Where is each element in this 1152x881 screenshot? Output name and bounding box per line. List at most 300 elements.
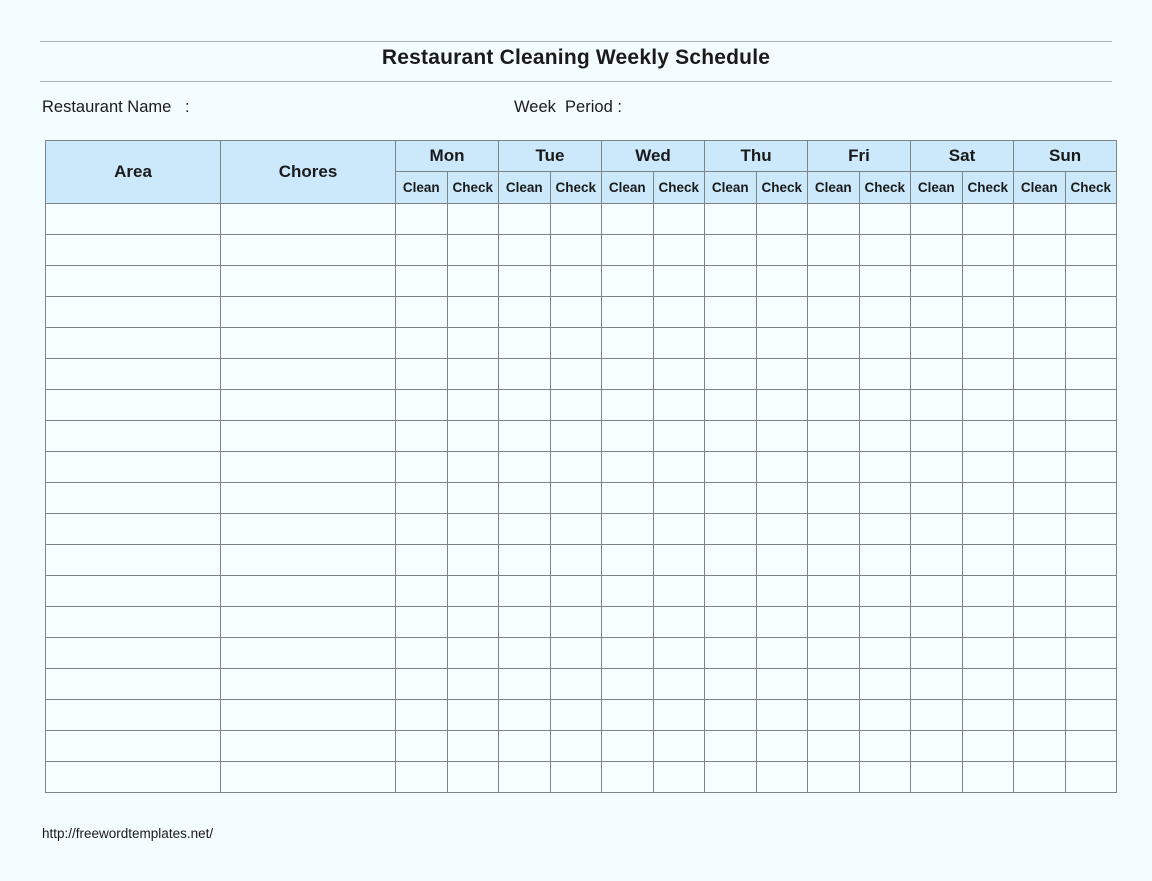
wed-check-cell[interactable]	[653, 297, 705, 328]
fri-clean-cell[interactable]	[808, 514, 860, 545]
tue-check-cell[interactable]	[550, 204, 602, 235]
tue-clean-cell[interactable]	[499, 297, 551, 328]
mon-check-cell[interactable]	[447, 452, 499, 483]
chores-cell[interactable]	[221, 421, 396, 452]
sat-check-cell[interactable]	[962, 483, 1014, 514]
sun-clean-cell[interactable]	[1014, 328, 1066, 359]
tue-clean-cell[interactable]	[499, 452, 551, 483]
thu-check-cell[interactable]	[756, 638, 808, 669]
mon-check-cell[interactable]	[447, 328, 499, 359]
tue-clean-cell[interactable]	[499, 545, 551, 576]
fri-check-cell[interactable]	[859, 328, 911, 359]
thu-check-cell[interactable]	[756, 483, 808, 514]
wed-clean-cell[interactable]	[602, 700, 654, 731]
sat-clean-cell[interactable]	[911, 700, 963, 731]
sat-check-cell[interactable]	[962, 607, 1014, 638]
sat-clean-cell[interactable]	[911, 638, 963, 669]
mon-clean-cell[interactable]	[396, 607, 448, 638]
sat-clean-cell[interactable]	[911, 235, 963, 266]
thu-check-cell[interactable]	[756, 390, 808, 421]
mon-clean-cell[interactable]	[396, 669, 448, 700]
area-cell[interactable]	[46, 297, 221, 328]
sat-clean-cell[interactable]	[911, 762, 963, 793]
thu-check-cell[interactable]	[756, 421, 808, 452]
tue-clean-cell[interactable]	[499, 607, 551, 638]
area-cell[interactable]	[46, 762, 221, 793]
tue-clean-cell[interactable]	[499, 235, 551, 266]
wed-clean-cell[interactable]	[602, 762, 654, 793]
fri-clean-cell[interactable]	[808, 483, 860, 514]
sun-clean-cell[interactable]	[1014, 390, 1066, 421]
tue-clean-cell[interactable]	[499, 669, 551, 700]
tue-check-cell[interactable]	[550, 638, 602, 669]
area-cell[interactable]	[46, 266, 221, 297]
mon-check-cell[interactable]	[447, 359, 499, 390]
mon-clean-cell[interactable]	[396, 390, 448, 421]
area-cell[interactable]	[46, 700, 221, 731]
tue-check-cell[interactable]	[550, 359, 602, 390]
area-cell[interactable]	[46, 359, 221, 390]
thu-clean-cell[interactable]	[705, 235, 757, 266]
sun-check-cell[interactable]	[1065, 576, 1117, 607]
tue-check-cell[interactable]	[550, 266, 602, 297]
mon-check-cell[interactable]	[447, 731, 499, 762]
wed-check-cell[interactable]	[653, 390, 705, 421]
sun-clean-cell[interactable]	[1014, 607, 1066, 638]
sat-clean-cell[interactable]	[911, 266, 963, 297]
sun-clean-cell[interactable]	[1014, 669, 1066, 700]
area-cell[interactable]	[46, 328, 221, 359]
tue-clean-cell[interactable]	[499, 762, 551, 793]
sat-check-cell[interactable]	[962, 731, 1014, 762]
mon-clean-cell[interactable]	[396, 700, 448, 731]
sun-check-cell[interactable]	[1065, 638, 1117, 669]
mon-clean-cell[interactable]	[396, 545, 448, 576]
area-cell[interactable]	[46, 204, 221, 235]
sat-clean-cell[interactable]	[911, 545, 963, 576]
thu-check-cell[interactable]	[756, 731, 808, 762]
fri-clean-cell[interactable]	[808, 607, 860, 638]
mon-check-cell[interactable]	[447, 638, 499, 669]
thu-clean-cell[interactable]	[705, 359, 757, 390]
fri-clean-cell[interactable]	[808, 390, 860, 421]
thu-check-cell[interactable]	[756, 576, 808, 607]
mon-check-cell[interactable]	[447, 576, 499, 607]
fri-clean-cell[interactable]	[808, 204, 860, 235]
thu-check-cell[interactable]	[756, 607, 808, 638]
tue-clean-cell[interactable]	[499, 514, 551, 545]
fri-check-cell[interactable]	[859, 266, 911, 297]
fri-clean-cell[interactable]	[808, 638, 860, 669]
fri-clean-cell[interactable]	[808, 545, 860, 576]
sun-clean-cell[interactable]	[1014, 576, 1066, 607]
wed-check-cell[interactable]	[653, 235, 705, 266]
thu-clean-cell[interactable]	[705, 700, 757, 731]
sat-check-cell[interactable]	[962, 421, 1014, 452]
wed-clean-cell[interactable]	[602, 359, 654, 390]
thu-check-cell[interactable]	[756, 452, 808, 483]
fri-clean-cell[interactable]	[808, 359, 860, 390]
thu-clean-cell[interactable]	[705, 483, 757, 514]
fri-check-cell[interactable]	[859, 669, 911, 700]
wed-clean-cell[interactable]	[602, 235, 654, 266]
wed-check-cell[interactable]	[653, 669, 705, 700]
tue-clean-cell[interactable]	[499, 266, 551, 297]
sun-check-cell[interactable]	[1065, 700, 1117, 731]
thu-check-cell[interactable]	[756, 514, 808, 545]
sun-check-cell[interactable]	[1065, 452, 1117, 483]
mon-clean-cell[interactable]	[396, 328, 448, 359]
sat-clean-cell[interactable]	[911, 297, 963, 328]
tue-clean-cell[interactable]	[499, 390, 551, 421]
chores-cell[interactable]	[221, 669, 396, 700]
area-cell[interactable]	[46, 421, 221, 452]
mon-check-cell[interactable]	[447, 483, 499, 514]
sat-clean-cell[interactable]	[911, 669, 963, 700]
thu-check-cell[interactable]	[756, 762, 808, 793]
tue-clean-cell[interactable]	[499, 731, 551, 762]
fri-clean-cell[interactable]	[808, 266, 860, 297]
wed-check-cell[interactable]	[653, 731, 705, 762]
sun-clean-cell[interactable]	[1014, 452, 1066, 483]
chores-cell[interactable]	[221, 545, 396, 576]
wed-check-cell[interactable]	[653, 545, 705, 576]
tue-check-cell[interactable]	[550, 669, 602, 700]
sun-check-cell[interactable]	[1065, 266, 1117, 297]
tue-check-cell[interactable]	[550, 700, 602, 731]
wed-check-cell[interactable]	[653, 483, 705, 514]
tue-clean-cell[interactable]	[499, 359, 551, 390]
chores-cell[interactable]	[221, 700, 396, 731]
sat-check-cell[interactable]	[962, 359, 1014, 390]
wed-clean-cell[interactable]	[602, 638, 654, 669]
sun-clean-cell[interactable]	[1014, 731, 1066, 762]
thu-clean-cell[interactable]	[705, 762, 757, 793]
sun-check-cell[interactable]	[1065, 514, 1117, 545]
mon-check-cell[interactable]	[447, 669, 499, 700]
fri-check-cell[interactable]	[859, 235, 911, 266]
wed-clean-cell[interactable]	[602, 266, 654, 297]
chores-cell[interactable]	[221, 328, 396, 359]
mon-clean-cell[interactable]	[396, 731, 448, 762]
thu-check-cell[interactable]	[756, 297, 808, 328]
tue-clean-cell[interactable]	[499, 483, 551, 514]
wed-clean-cell[interactable]	[602, 452, 654, 483]
sat-clean-cell[interactable]	[911, 390, 963, 421]
fri-check-cell[interactable]	[859, 545, 911, 576]
thu-clean-cell[interactable]	[705, 669, 757, 700]
mon-clean-cell[interactable]	[396, 421, 448, 452]
thu-check-cell[interactable]	[756, 204, 808, 235]
wed-check-cell[interactable]	[653, 514, 705, 545]
fri-clean-cell[interactable]	[808, 328, 860, 359]
wed-clean-cell[interactable]	[602, 731, 654, 762]
sun-check-cell[interactable]	[1065, 297, 1117, 328]
chores-cell[interactable]	[221, 762, 396, 793]
thu-clean-cell[interactable]	[705, 204, 757, 235]
sun-clean-cell[interactable]	[1014, 421, 1066, 452]
sun-clean-cell[interactable]	[1014, 762, 1066, 793]
wed-check-cell[interactable]	[653, 576, 705, 607]
fri-check-cell[interactable]	[859, 514, 911, 545]
mon-clean-cell[interactable]	[396, 359, 448, 390]
fri-check-cell[interactable]	[859, 297, 911, 328]
mon-clean-cell[interactable]	[396, 483, 448, 514]
sun-check-cell[interactable]	[1065, 359, 1117, 390]
chores-cell[interactable]	[221, 452, 396, 483]
area-cell[interactable]	[46, 638, 221, 669]
sun-check-cell[interactable]	[1065, 483, 1117, 514]
fri-check-cell[interactable]	[859, 576, 911, 607]
fri-clean-cell[interactable]	[808, 421, 860, 452]
tue-check-cell[interactable]	[550, 328, 602, 359]
wed-check-cell[interactable]	[653, 328, 705, 359]
chores-cell[interactable]	[221, 390, 396, 421]
sun-clean-cell[interactable]	[1014, 297, 1066, 328]
fri-check-cell[interactable]	[859, 483, 911, 514]
tue-check-cell[interactable]	[550, 576, 602, 607]
sat-clean-cell[interactable]	[911, 731, 963, 762]
fri-check-cell[interactable]	[859, 452, 911, 483]
area-cell[interactable]	[46, 576, 221, 607]
chores-cell[interactable]	[221, 359, 396, 390]
mon-clean-cell[interactable]	[396, 235, 448, 266]
mon-check-cell[interactable]	[447, 514, 499, 545]
tue-check-cell[interactable]	[550, 545, 602, 576]
wed-check-cell[interactable]	[653, 762, 705, 793]
sun-clean-cell[interactable]	[1014, 700, 1066, 731]
thu-clean-cell[interactable]	[705, 266, 757, 297]
chores-cell[interactable]	[221, 235, 396, 266]
mon-check-cell[interactable]	[447, 297, 499, 328]
thu-clean-cell[interactable]	[705, 514, 757, 545]
wed-clean-cell[interactable]	[602, 328, 654, 359]
sat-check-cell[interactable]	[962, 452, 1014, 483]
area-cell[interactable]	[46, 545, 221, 576]
wed-clean-cell[interactable]	[602, 390, 654, 421]
wed-clean-cell[interactable]	[602, 669, 654, 700]
thu-clean-cell[interactable]	[705, 421, 757, 452]
sat-check-cell[interactable]	[962, 235, 1014, 266]
fri-check-cell[interactable]	[859, 700, 911, 731]
tue-check-cell[interactable]	[550, 607, 602, 638]
thu-clean-cell[interactable]	[705, 390, 757, 421]
mon-clean-cell[interactable]	[396, 576, 448, 607]
fri-clean-cell[interactable]	[808, 452, 860, 483]
tue-clean-cell[interactable]	[499, 638, 551, 669]
fri-check-cell[interactable]	[859, 359, 911, 390]
area-cell[interactable]	[46, 607, 221, 638]
sat-clean-cell[interactable]	[911, 421, 963, 452]
fri-clean-cell[interactable]	[808, 297, 860, 328]
tue-clean-cell[interactable]	[499, 204, 551, 235]
thu-check-cell[interactable]	[756, 235, 808, 266]
sat-check-cell[interactable]	[962, 514, 1014, 545]
area-cell[interactable]	[46, 390, 221, 421]
wed-clean-cell[interactable]	[602, 514, 654, 545]
fri-check-cell[interactable]	[859, 421, 911, 452]
thu-clean-cell[interactable]	[705, 328, 757, 359]
area-cell[interactable]	[46, 452, 221, 483]
sun-clean-cell[interactable]	[1014, 235, 1066, 266]
tue-check-cell[interactable]	[550, 452, 602, 483]
wed-check-cell[interactable]	[653, 421, 705, 452]
fri-check-cell[interactable]	[859, 762, 911, 793]
sun-clean-cell[interactable]	[1014, 514, 1066, 545]
area-cell[interactable]	[46, 235, 221, 266]
tue-check-cell[interactable]	[550, 514, 602, 545]
sat-clean-cell[interactable]	[911, 452, 963, 483]
sat-clean-cell[interactable]	[911, 359, 963, 390]
mon-check-cell[interactable]	[447, 607, 499, 638]
mon-clean-cell[interactable]	[396, 514, 448, 545]
mon-check-cell[interactable]	[447, 266, 499, 297]
mon-clean-cell[interactable]	[396, 297, 448, 328]
sat-clean-cell[interactable]	[911, 576, 963, 607]
sun-clean-cell[interactable]	[1014, 638, 1066, 669]
fri-check-cell[interactable]	[859, 638, 911, 669]
sat-check-cell[interactable]	[962, 545, 1014, 576]
sat-check-cell[interactable]	[962, 390, 1014, 421]
sun-check-cell[interactable]	[1065, 607, 1117, 638]
thu-check-cell[interactable]	[756, 266, 808, 297]
fri-clean-cell[interactable]	[808, 669, 860, 700]
fri-clean-cell[interactable]	[808, 576, 860, 607]
tue-clean-cell[interactable]	[499, 576, 551, 607]
sun-clean-cell[interactable]	[1014, 545, 1066, 576]
fri-clean-cell[interactable]	[808, 731, 860, 762]
mon-check-cell[interactable]	[447, 390, 499, 421]
thu-clean-cell[interactable]	[705, 452, 757, 483]
wed-clean-cell[interactable]	[602, 576, 654, 607]
chores-cell[interactable]	[221, 483, 396, 514]
sat-check-cell[interactable]	[962, 762, 1014, 793]
sat-check-cell[interactable]	[962, 638, 1014, 669]
tue-check-cell[interactable]	[550, 421, 602, 452]
sat-check-cell[interactable]	[962, 297, 1014, 328]
wed-check-cell[interactable]	[653, 700, 705, 731]
mon-check-cell[interactable]	[447, 235, 499, 266]
sat-check-cell[interactable]	[962, 266, 1014, 297]
wed-check-cell[interactable]	[653, 266, 705, 297]
mon-check-cell[interactable]	[447, 762, 499, 793]
wed-check-cell[interactable]	[653, 607, 705, 638]
wed-check-cell[interactable]	[653, 359, 705, 390]
mon-clean-cell[interactable]	[396, 266, 448, 297]
tue-check-cell[interactable]	[550, 731, 602, 762]
fri-clean-cell[interactable]	[808, 700, 860, 731]
area-cell[interactable]	[46, 514, 221, 545]
sun-check-cell[interactable]	[1065, 669, 1117, 700]
tue-check-cell[interactable]	[550, 297, 602, 328]
thu-check-cell[interactable]	[756, 328, 808, 359]
sun-check-cell[interactable]	[1065, 390, 1117, 421]
sun-check-cell[interactable]	[1065, 731, 1117, 762]
chores-cell[interactable]	[221, 297, 396, 328]
sun-clean-cell[interactable]	[1014, 359, 1066, 390]
sat-check-cell[interactable]	[962, 700, 1014, 731]
chores-cell[interactable]	[221, 638, 396, 669]
chores-cell[interactable]	[221, 204, 396, 235]
sat-check-cell[interactable]	[962, 328, 1014, 359]
sat-clean-cell[interactable]	[911, 607, 963, 638]
sun-check-cell[interactable]	[1065, 762, 1117, 793]
sun-check-cell[interactable]	[1065, 421, 1117, 452]
wed-clean-cell[interactable]	[602, 545, 654, 576]
tue-check-cell[interactable]	[550, 235, 602, 266]
sat-clean-cell[interactable]	[911, 204, 963, 235]
thu-check-cell[interactable]	[756, 359, 808, 390]
wed-check-cell[interactable]	[653, 638, 705, 669]
thu-clean-cell[interactable]	[705, 545, 757, 576]
wed-clean-cell[interactable]	[602, 297, 654, 328]
thu-clean-cell[interactable]	[705, 731, 757, 762]
tue-clean-cell[interactable]	[499, 421, 551, 452]
area-cell[interactable]	[46, 483, 221, 514]
chores-cell[interactable]	[221, 576, 396, 607]
chores-cell[interactable]	[221, 514, 396, 545]
sat-clean-cell[interactable]	[911, 328, 963, 359]
tue-check-cell[interactable]	[550, 390, 602, 421]
sun-clean-cell[interactable]	[1014, 483, 1066, 514]
thu-check-cell[interactable]	[756, 545, 808, 576]
sat-check-cell[interactable]	[962, 204, 1014, 235]
thu-clean-cell[interactable]	[705, 638, 757, 669]
fri-check-cell[interactable]	[859, 204, 911, 235]
chores-cell[interactable]	[221, 731, 396, 762]
sun-check-cell[interactable]	[1065, 545, 1117, 576]
sun-check-cell[interactable]	[1065, 204, 1117, 235]
fri-clean-cell[interactable]	[808, 762, 860, 793]
sat-check-cell[interactable]	[962, 576, 1014, 607]
sun-check-cell[interactable]	[1065, 328, 1117, 359]
tue-check-cell[interactable]	[550, 762, 602, 793]
thu-check-cell[interactable]	[756, 700, 808, 731]
fri-check-cell[interactable]	[859, 390, 911, 421]
thu-clean-cell[interactable]	[705, 297, 757, 328]
fri-check-cell[interactable]	[859, 607, 911, 638]
tue-check-cell[interactable]	[550, 483, 602, 514]
sat-clean-cell[interactable]	[911, 514, 963, 545]
mon-clean-cell[interactable]	[396, 452, 448, 483]
wed-clean-cell[interactable]	[602, 483, 654, 514]
sat-clean-cell[interactable]	[911, 483, 963, 514]
fri-check-cell[interactable]	[859, 731, 911, 762]
thu-clean-cell[interactable]	[705, 576, 757, 607]
wed-check-cell[interactable]	[653, 204, 705, 235]
sun-clean-cell[interactable]	[1014, 266, 1066, 297]
tue-clean-cell[interactable]	[499, 328, 551, 359]
fri-clean-cell[interactable]	[808, 235, 860, 266]
mon-check-cell[interactable]	[447, 204, 499, 235]
wed-clean-cell[interactable]	[602, 204, 654, 235]
area-cell[interactable]	[46, 731, 221, 762]
mon-clean-cell[interactable]	[396, 762, 448, 793]
mon-check-cell[interactable]	[447, 421, 499, 452]
sun-clean-cell[interactable]	[1014, 204, 1066, 235]
sat-check-cell[interactable]	[962, 669, 1014, 700]
mon-clean-cell[interactable]	[396, 204, 448, 235]
thu-check-cell[interactable]	[756, 669, 808, 700]
mon-check-cell[interactable]	[447, 545, 499, 576]
area-cell[interactable]	[46, 669, 221, 700]
thu-clean-cell[interactable]	[705, 607, 757, 638]
mon-check-cell[interactable]	[447, 700, 499, 731]
wed-clean-cell[interactable]	[602, 607, 654, 638]
wed-clean-cell[interactable]	[602, 421, 654, 452]
mon-clean-cell[interactable]	[396, 638, 448, 669]
chores-cell[interactable]	[221, 266, 396, 297]
